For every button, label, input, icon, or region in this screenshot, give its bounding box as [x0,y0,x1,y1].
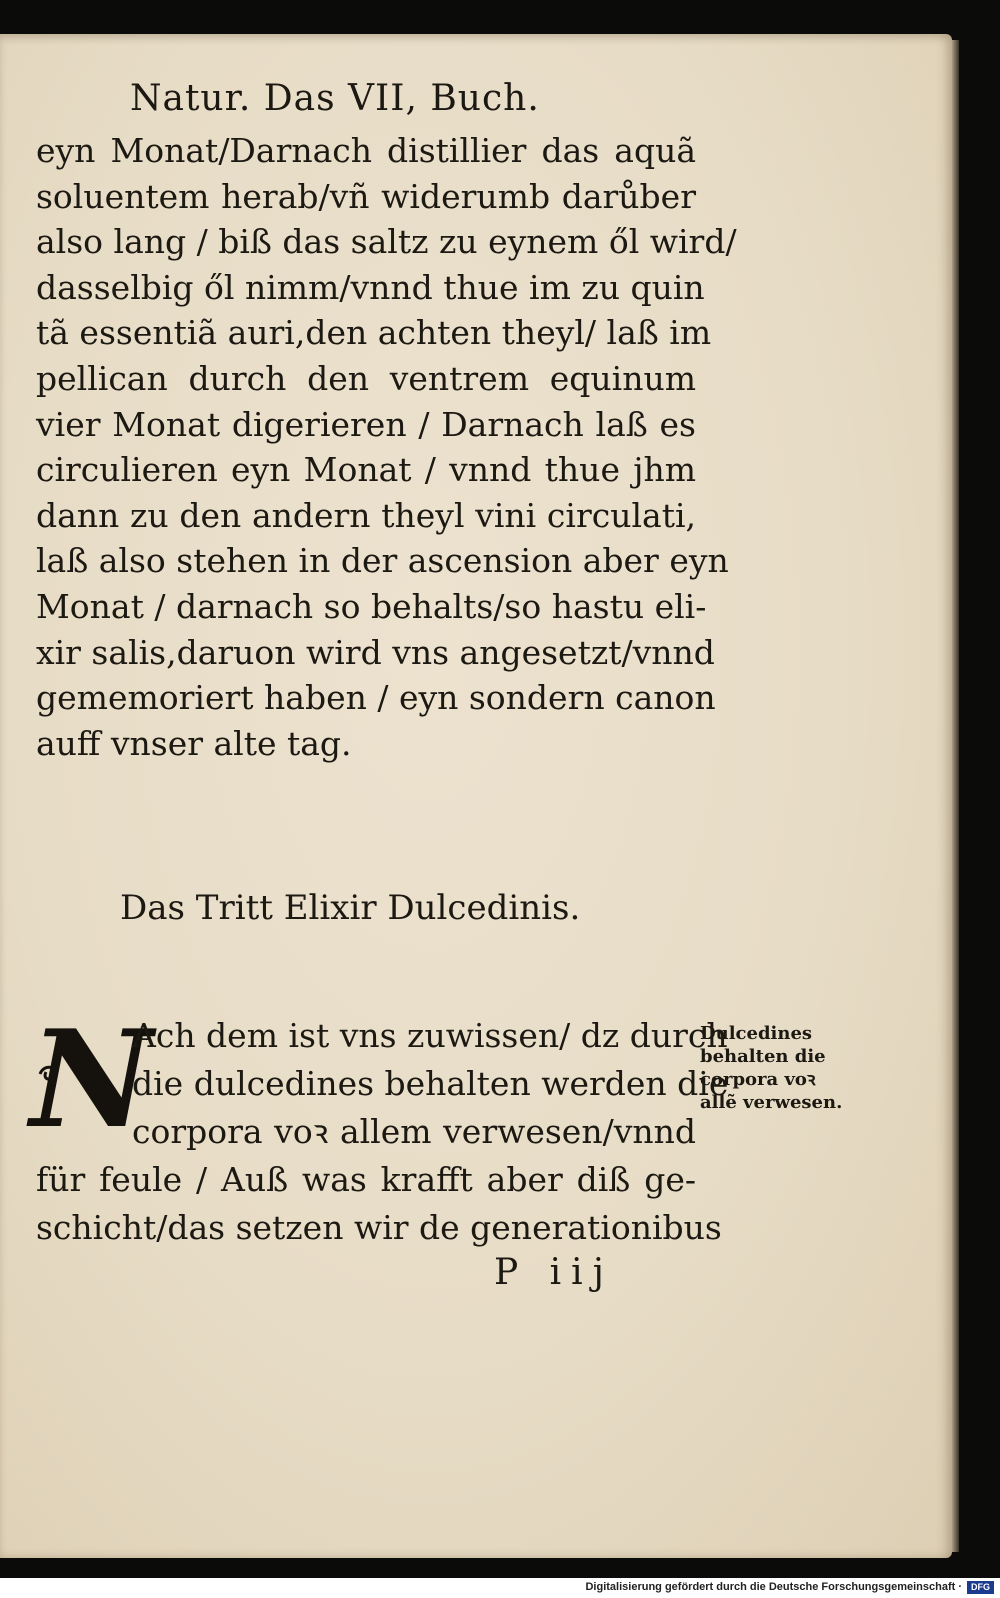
page-edge [951,40,959,1552]
body-line: laß also stehen in der ascension aber eyn [36,541,729,581]
funding-credit: Digitalisierung gefördert durch die Deutsche Forschungsgemeinschaft · [585,1581,962,1593]
paragraph-line: Ach dem ist vns zuwissen/ dz durch [132,1016,728,1055]
body-line: also lang / biß das saltz zu eynem ől wird/ [36,222,737,262]
page-signature: P iij [494,1252,614,1293]
paragraph-line: die dulcedines behalten werden die [132,1064,729,1103]
marginal-note-line: allẽ verwesen. [700,1092,843,1113]
footer-bar [0,1578,1000,1598]
dfg-logo[interactable]: DFG [967,1581,994,1594]
body-line: xir salis,daruon wird vns angesetzt/vnnd [36,632,715,672]
body-text [36,128,737,766]
marginal-note [700,1022,860,1114]
marginal-note-line: behalten die [700,1046,826,1067]
body-line: circulieren eyn Monat / vnnd thue jhm [36,450,696,490]
paragraph-line: corpora voꝛ allem verwesen/vnnd [132,1112,696,1151]
body-line: eyn Monat/Darnach distillier das aquã [36,131,696,170]
marginal-note-line: corpora voꝛ [700,1069,816,1090]
paragraph-line: schicht/das setzen wir de generationibus [36,1208,722,1247]
decorated-initial: N [30,1000,153,1158]
marginal-note-line: Dulcedines [700,1023,813,1044]
paragraph-text [36,1012,729,1252]
body-line: dasselbig ől nimm/vnnd thue im zu quin [36,267,705,307]
section-heading: Das Tritt Elixir Dulcedinis. [120,888,581,928]
running-header: Natur. Das VII, Buch. [130,78,540,119]
body-line: pellican durch den ventrem equinum [36,358,696,398]
body-line: tã essentiã auri,den achten theyl/ laß im [36,313,712,353]
body-line: Monat / darnach so behalts/so hastu eli- [36,586,707,626]
body-line: auff vnser alte tag. [36,723,352,763]
body-line: vier Monat digerieren / Darnach laß es [36,404,696,444]
body-line: dann zu den andern theyl vini circulati, [36,495,696,535]
body-line: gememoriert haben / eyn sondern canon [36,678,716,718]
body-line: soluentem herab/vñ widerumb darůber [36,176,696,216]
paragraph-line: für feule / Auß was krafft aber diß ge- [36,1160,696,1199]
